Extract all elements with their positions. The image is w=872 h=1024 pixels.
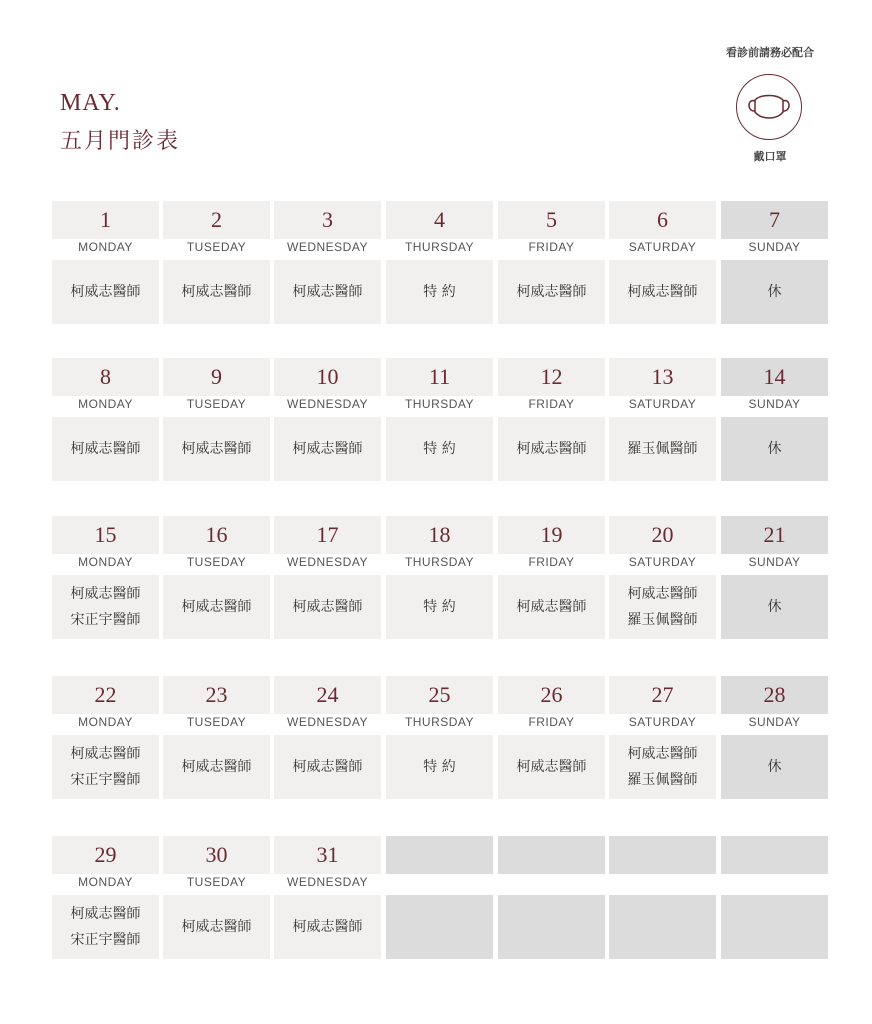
doctor-cell <box>498 575 605 639</box>
date-number: 28 <box>721 676 828 714</box>
date-number: 20 <box>609 516 716 554</box>
doctor-cell <box>498 735 605 799</box>
doctor-cell <box>163 260 270 324</box>
date-number: 1 <box>52 201 159 239</box>
doctor-cell <box>498 417 605 481</box>
doctor-name: 柯威志醫師 <box>70 586 141 602</box>
weekday-label: FRIDAY <box>528 555 575 569</box>
date-number: 8 <box>52 358 159 396</box>
date-number: 5 <box>498 201 605 239</box>
page-title: 五月門診表 <box>60 129 181 154</box>
weekday-label: SUNDAY <box>748 715 801 729</box>
month-english: MAY. <box>60 90 121 116</box>
doctor-name: 柯威志醫師 <box>181 759 252 775</box>
doctor-cell <box>721 260 828 324</box>
doctor-name: 休 <box>767 284 782 300</box>
doctor-name: 柯威志醫師 <box>70 441 141 457</box>
date-number: 19 <box>498 516 605 554</box>
weekday-label: TUSEDAY <box>186 875 247 889</box>
weekday-label: THURSDAY <box>404 240 475 254</box>
date-number: 13 <box>609 358 716 396</box>
doctor-name: 特 約 <box>423 759 456 775</box>
date-number <box>609 836 716 874</box>
doctor-name: 柯威志醫師 <box>292 919 363 935</box>
date-number: 30 <box>163 836 270 874</box>
date-number: 9 <box>163 358 270 396</box>
weekday-label: MONDAY <box>78 555 133 569</box>
date-number <box>386 836 493 874</box>
doctor-cell <box>52 417 159 481</box>
doctor-name: 休 <box>767 759 782 775</box>
date-number: 25 <box>386 676 493 714</box>
doctor-cell <box>52 260 159 324</box>
doctor-name: 宋正宇醫師 <box>70 612 141 628</box>
weekday-label: WEDNESDAY <box>287 555 368 569</box>
weekday-label: MONDAY <box>78 875 133 889</box>
doctor-cell <box>721 895 828 959</box>
doctor-cell <box>721 735 828 799</box>
weekday-label: SUNDAY <box>748 397 801 411</box>
weekday-label: FRIDAY <box>528 715 575 729</box>
date-number: 29 <box>52 836 159 874</box>
date-number: 17 <box>274 516 381 554</box>
date-number: 21 <box>721 516 828 554</box>
date-number: 22 <box>52 676 159 714</box>
weekday-label <box>609 875 716 895</box>
mask-notice-bottom: 戴口罩 <box>753 150 787 163</box>
weekday-label: TUSEDAY <box>186 555 247 569</box>
doctor-name: 柯威志醫師 <box>70 284 141 300</box>
doctor-name: 羅玉佩醫師 <box>627 612 698 628</box>
date-number <box>498 836 605 874</box>
doctor-cell <box>274 260 381 324</box>
doctor-cell <box>609 575 716 639</box>
date-number: 18 <box>386 516 493 554</box>
doctor-cell <box>52 895 159 959</box>
doctor-name: 柯威志醫師 <box>516 284 587 300</box>
weekday-label: SUNDAY <box>748 555 801 569</box>
weekday-label: MONDAY <box>78 397 133 411</box>
date-number: 10 <box>274 358 381 396</box>
date-number: 12 <box>498 358 605 396</box>
doctor-name: 柯威志醫師 <box>292 759 363 775</box>
doctor-name: 柯威志醫師 <box>292 441 363 457</box>
weekday-label <box>386 875 493 895</box>
doctor-name: 柯威志醫師 <box>70 906 141 922</box>
doctor-cell <box>163 417 270 481</box>
weekday-label: WEDNESDAY <box>287 715 368 729</box>
doctor-name: 宋正宇醫師 <box>70 772 141 788</box>
doctor-cell <box>52 735 159 799</box>
weekday-label: THURSDAY <box>404 397 475 411</box>
doctor-cell <box>274 895 381 959</box>
weekday-label: SATURDAY <box>628 555 697 569</box>
doctor-cell <box>274 735 381 799</box>
doctor-name: 特 約 <box>423 599 456 615</box>
doctor-name: 柯威志醫師 <box>181 284 252 300</box>
weekday-label <box>498 875 605 895</box>
date-number: 7 <box>721 201 828 239</box>
doctor-name: 柯威志醫師 <box>181 441 252 457</box>
weekday-label: FRIDAY <box>528 240 575 254</box>
doctor-name: 柯威志醫師 <box>292 284 363 300</box>
doctor-cell <box>386 895 493 959</box>
doctor-cell <box>609 735 716 799</box>
date-number: 15 <box>52 516 159 554</box>
doctor-name: 宋正宇醫師 <box>70 932 141 948</box>
doctor-name: 柯威志醫師 <box>181 919 252 935</box>
doctor-name: 柯威志醫師 <box>292 599 363 615</box>
doctor-cell <box>498 895 605 959</box>
weekday-label: SATURDAY <box>628 240 697 254</box>
doctor-name: 柯威志醫師 <box>627 284 698 300</box>
doctor-name: 柯威志醫師 <box>70 746 141 762</box>
weekday-label: THURSDAY <box>404 555 475 569</box>
doctor-name: 休 <box>767 599 782 615</box>
doctor-cell <box>386 575 493 639</box>
doctor-cell <box>274 575 381 639</box>
doctor-cell <box>52 575 159 639</box>
weekday-label: MONDAY <box>78 240 133 254</box>
doctor-name: 柯威志醫師 <box>627 746 698 762</box>
date-number: 24 <box>274 676 381 714</box>
doctor-name: 柯威志醫師 <box>516 759 587 775</box>
face-mask-icon <box>736 74 802 140</box>
weekday-label: THURSDAY <box>404 715 475 729</box>
weekday-label: SUNDAY <box>748 240 801 254</box>
date-number: 2 <box>163 201 270 239</box>
weekday-label <box>721 875 828 895</box>
doctor-name: 羅玉佩醫師 <box>627 772 698 788</box>
date-number: 4 <box>386 201 493 239</box>
doctor-cell <box>163 575 270 639</box>
doctor-name: 柯威志醫師 <box>627 586 698 602</box>
doctor-name: 休 <box>767 441 782 457</box>
date-number: 23 <box>163 676 270 714</box>
date-number: 11 <box>386 358 493 396</box>
date-number: 26 <box>498 676 605 714</box>
weekday-label: TUSEDAY <box>186 397 247 411</box>
doctor-cell <box>386 417 493 481</box>
doctor-name: 柯威志醫師 <box>181 599 252 615</box>
doctor-cell <box>498 260 605 324</box>
doctor-cell <box>163 735 270 799</box>
date-number: 6 <box>609 201 716 239</box>
doctor-cell <box>721 575 828 639</box>
doctor-cell <box>274 417 381 481</box>
doctor-name: 柯威志醫師 <box>516 441 587 457</box>
date-number: 31 <box>274 836 381 874</box>
weekday-label: MONDAY <box>78 715 133 729</box>
date-number: 16 <box>163 516 270 554</box>
doctor-cell <box>609 895 716 959</box>
weekday-label: SATURDAY <box>628 397 697 411</box>
weekday-label: WEDNESDAY <box>287 397 368 411</box>
weekday-label: TUSEDAY <box>186 240 247 254</box>
doctor-name: 羅玉佩醫師 <box>627 441 698 457</box>
weekday-label: FRIDAY <box>528 397 575 411</box>
weekday-label: WEDNESDAY <box>287 875 368 889</box>
doctor-cell <box>609 417 716 481</box>
mask-notice-top: 看診前請務必配合 <box>726 46 814 59</box>
doctor-cell <box>386 260 493 324</box>
date-number <box>721 836 828 874</box>
doctor-cell <box>386 735 493 799</box>
date-number: 14 <box>721 358 828 396</box>
date-number: 27 <box>609 676 716 714</box>
weekday-label: TUSEDAY <box>186 715 247 729</box>
weekday-label: SATURDAY <box>628 715 697 729</box>
date-number: 3 <box>274 201 381 239</box>
doctor-cell <box>609 260 716 324</box>
doctor-name: 特 約 <box>423 441 456 457</box>
doctor-name: 特 約 <box>423 284 456 300</box>
weekday-label: WEDNESDAY <box>287 240 368 254</box>
doctor-name: 柯威志醫師 <box>516 599 587 615</box>
doctor-cell <box>163 895 270 959</box>
doctor-cell <box>721 417 828 481</box>
